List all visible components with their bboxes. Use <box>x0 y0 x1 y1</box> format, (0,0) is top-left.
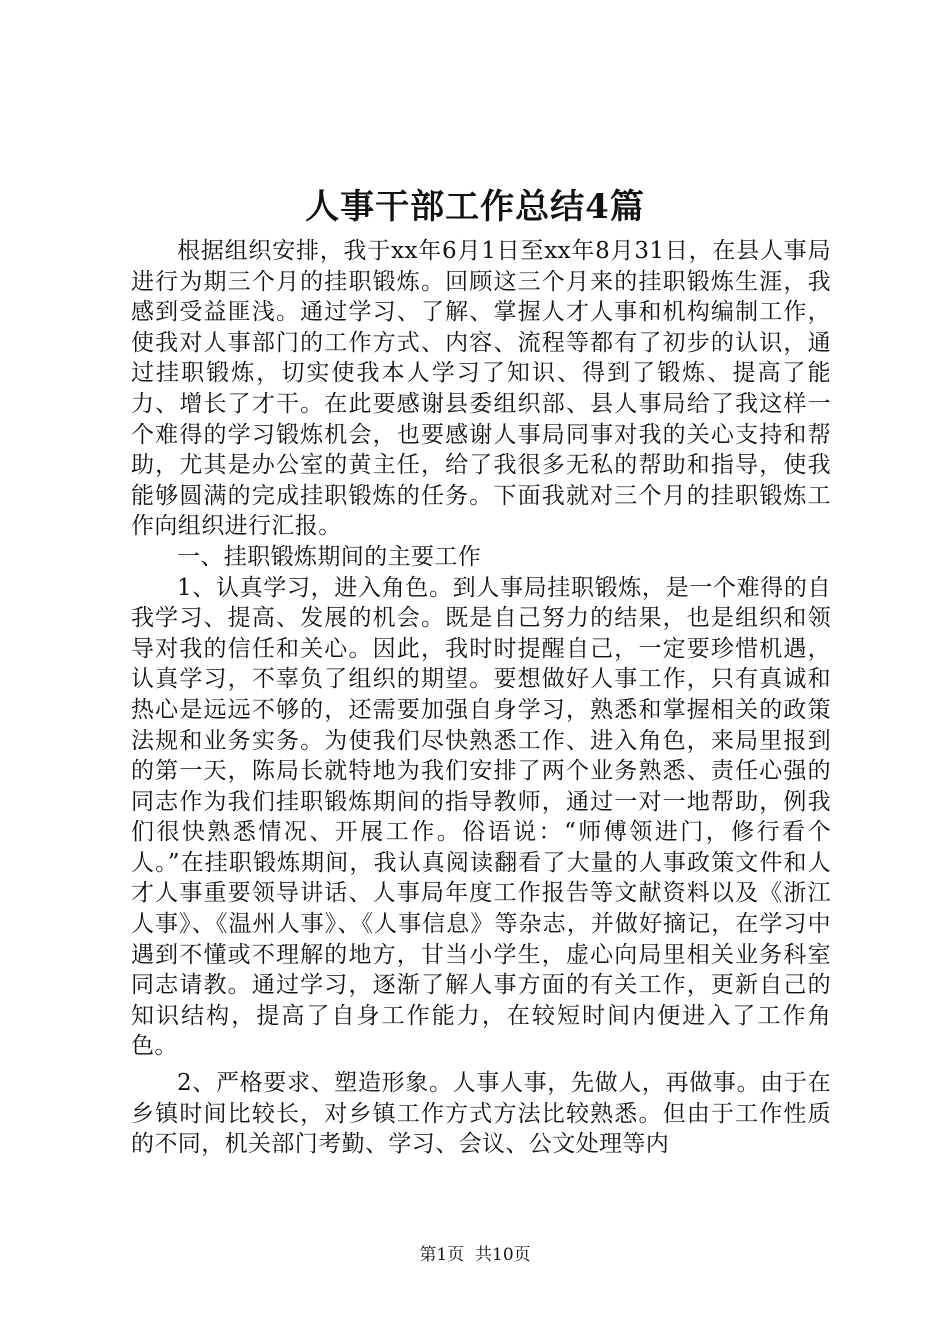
page-number: 第1页 <box>419 1245 465 1265</box>
document-title: 人事干部工作总结4篇 <box>305 187 645 227</box>
document-body <box>131 236 831 1160</box>
section-heading-main-work: 一、挂职锻炼期间的主要工作 <box>177 543 482 570</box>
page-total: 共10页 <box>475 1245 531 1265</box>
paragraph-intro: 根据组织安排，我于xx年6月1日至xx年8月31日，在县人事局进行为期三个月的挂职锻炼。回顾这三个月来的挂职锻炼生涯，我感到受益匪浅。通过学习、了解、掌握人才人事和机构编制工作，使我对人事部门的工作方式、内容、流程等都有了初步的认识，通过挂职锻炼，切实使我本人学习了知识、得到了锻炼、提高了能力、增长了才干。在此要感谢县委组织部、县人事局给了我这样一个难得的学习锻炼机会，也要感谢人事局同事对我的关心支持和帮助，尤其是办公室的黄主任，给了我很多无私的帮助和指导，使我能够圆满的完成挂职锻炼的任务。下面我就对三个月的挂职锻炼工作向组织进行汇报。 <box>131 238 831 540</box>
paragraph-discipline: 2、严格要求、塑造形象。人事人事，先做人，再做事。由于在乡镇时间比较长，对乡镇工作方式方法比较熟悉。但由于工作性质的不同，机关部门考勤、学习、会议、公文处理等内 <box>131 1070 831 1158</box>
paragraph-study: 1、认真学习，进入角色。到人事局挂职锻炼，是一个难得的自我学习、提高、发展的机会。既是自己努力的结果，也是组织和领导对我的信任和关心。因此，我时时提醒自己，一定要珍惜机遇，认真学习，不辜负了组织的期望。要想做好人事工作，只有真诚和热心是远远不够的，还需要加强自身学习，熟悉和掌握相关的政策法规和业务实务。为使我们尽快熟悉工作、进入角色，来局里报到的第一天，陈局长就特地为我们安排了两个业务熟悉、责任心强的同志作为我们挂职锻炼期间的指导教师，通过一对一地帮助，例我们很快熟悉情况、开展工作。俗语说：“师傅领进门，修行看个人。”在挂职锻炼期间，我认真阅读翻看了大量的人事政策文件和人才人事重要领导讲话、人事局年度工作报告等文献资料以及《浙江人事》、《温州人事》、《人事信息》等杂志，并做好摘记，在学习中遇到不懂或不理解的地方，甘当小学生，虚心向局里相关业务科室同志请教。通过学习，逐渐了解人事方面的有关工作，更新自己的知识结构，提高了自身工作能力，在较短时间内便进入了工作角色。 <box>131 574 831 1060</box>
page-footer <box>0 1243 950 1267</box>
